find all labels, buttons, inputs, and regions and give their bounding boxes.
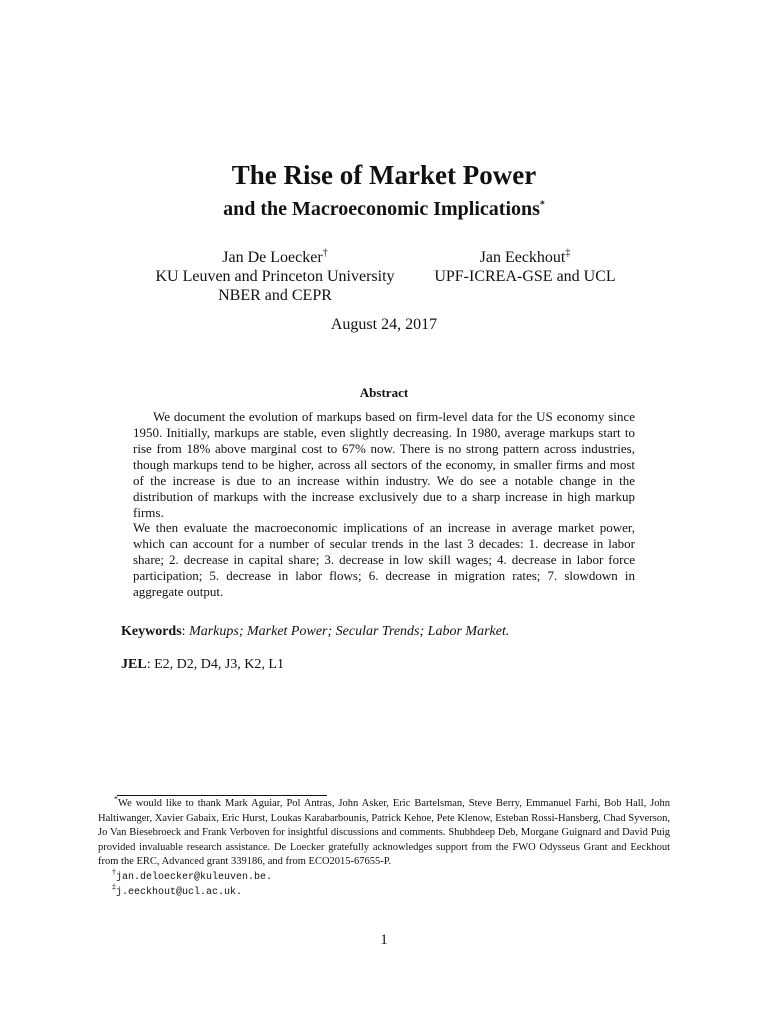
abstract-paragraph-2 (133, 520, 635, 600)
paper-subtitle (0, 198, 768, 221)
footnote-acknowledgements (98, 794, 670, 870)
keywords-line (121, 624, 509, 640)
author-name (130, 248, 420, 267)
author-name (420, 248, 630, 267)
footnote-mark: * (114, 794, 118, 804)
author-footnote-mark: † (322, 247, 328, 259)
footnote-mark: ‡ (112, 882, 116, 892)
jel-label: JEL (121, 657, 147, 672)
author-footnote-mark: ‡ (565, 247, 571, 259)
author-affiliation: NBER and CEPR (218, 287, 332, 304)
abstract-text: We then evaluate the macroeconomic implications of an increase in average market power, which can account for a number of secular trends in the last 3 decades: 1. decrease in labor share; 2. decrease in capital share; 3. decrease in low skill wages; 4. decrease in labor force participation; 5. decrease in labor flows; 6. decrease in migration rates; 7. slowdown in aggregate output. (133, 520, 635, 599)
subtitle-footnote-mark: * (539, 199, 545, 211)
author-block-2 (420, 248, 630, 286)
jel-separator: : (146, 657, 155, 672)
footnote-divider (117, 795, 327, 796)
email-link[interactable]: j.eeckhout@ucl.ac.uk. (116, 887, 243, 898)
author-affiliation: KU Leuven and Princeton University (155, 268, 395, 285)
jel-line (121, 657, 284, 673)
author-block-1 (130, 248, 420, 305)
author-name-text: Jan De Loecker (222, 249, 323, 266)
page-number: 1 (380, 932, 388, 948)
footnote-email-1 (98, 867, 670, 886)
paper-title: The Rise of Market Power (231, 160, 537, 190)
footnote-mark: † (112, 867, 116, 876)
paper-date: August 24, 2017 (330, 316, 438, 333)
abstract-text: We document the evolution of markups based on firm-level data for the US economy since 1950. Initially, markups are stable, even slightly decreasing. In 1980, average markups start to rise from 18% above marginal cost to 67% now. There is no strong pattern across industries, though markups tend to be higher, across all sectors of the economy, in smaller firms and most of the increase is due to an increase within industry. We do see a notable change in the distribution of markups with the increase exclusively due to a sharp increase in high markup firms. (133, 409, 635, 520)
email-link[interactable]: jan.deloecker@kuleuven.be. (116, 871, 273, 883)
footnotes (98, 794, 670, 901)
abstract-paragraph-1 (133, 409, 635, 521)
jel-codes: E2, D2, D4, J3, K2, L1 (154, 657, 284, 672)
keywords-separator: : (181, 624, 190, 639)
author-affiliation: UPF-ICREA-GSE and UCL (434, 268, 616, 285)
abstract-heading: Abstract (359, 385, 409, 400)
subtitle-text: and the Macroeconomic Implications (223, 198, 540, 220)
keywords-text: Markups; Market Power; Secular Trends; Labor Market. (189, 624, 510, 639)
keywords-label: Keywords (121, 624, 182, 639)
author-name-text: Jan Eeckhout (479, 249, 566, 266)
footnote-email-2 (98, 882, 670, 901)
footnote-text: We would like to thank Mark Aguiar, Pol Antras, John Asker, Eric Bartelsman, Steve Berry, Emmanuel Farhi, Bob Hall, John Haltiwanger, Xavier Gabaix, Eric Hurst, Loukas Karabarbounis, Patrick Kehoe, Pete Klenow, Esteban Rossi-Hansberg, Chad Syverson, Jo Van Biesebroeck and Frank Verboven for insightful discussions and comments. Shubhdeep Deb, Morgane Guignard and David Puig provided invaluable research assistance. De Loecker gratefully acknowledges support from the FWO Odysseus Grant and Eeckhout from the ERC, Advanced grant 339186, and from ECO2015-67655-P. (98, 798, 670, 867)
